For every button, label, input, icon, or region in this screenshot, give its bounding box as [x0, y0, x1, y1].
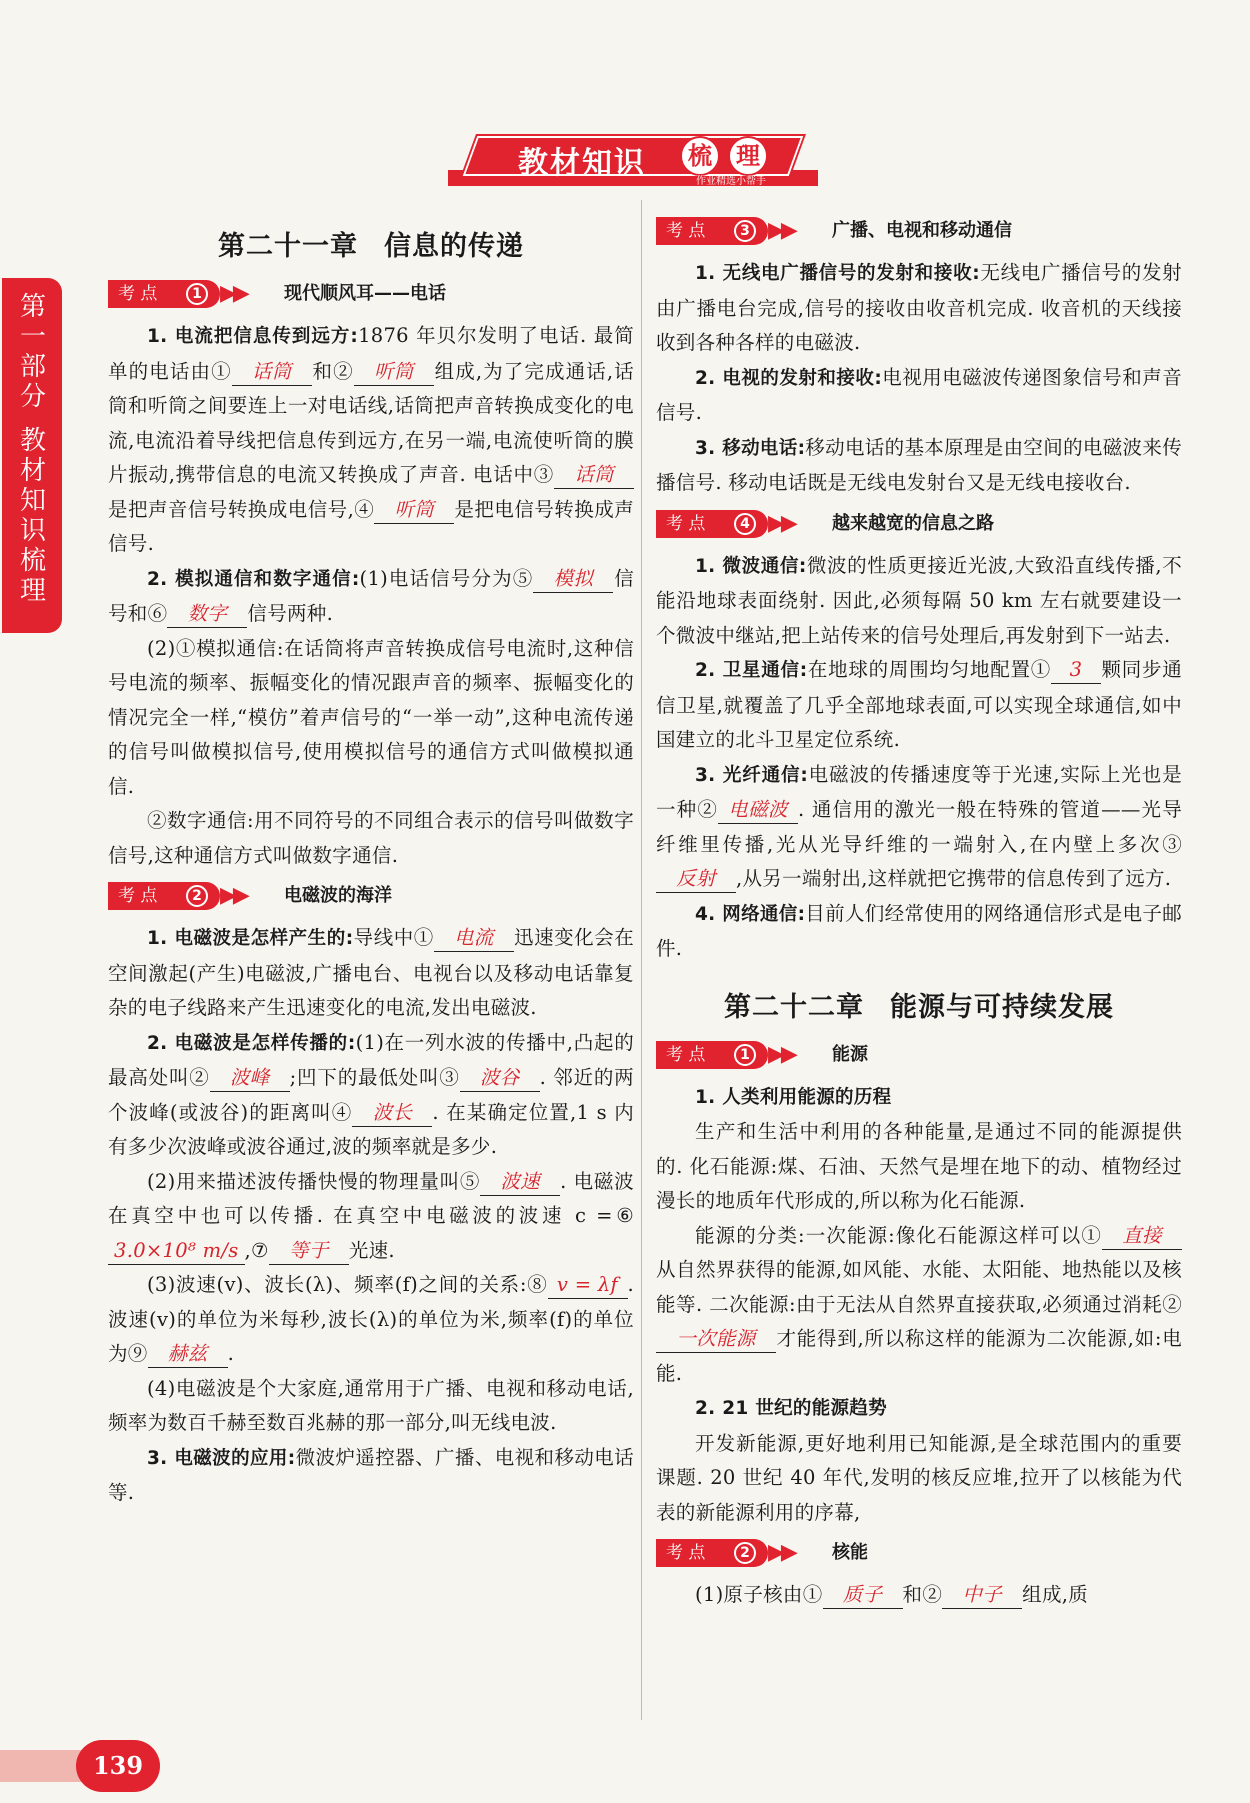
side-tab-char: 知	[19, 486, 46, 516]
banner-badge-2: 理	[728, 136, 768, 176]
banner-badge-1: 梳	[680, 136, 720, 176]
paragraph: (3)波速(v)、波长(λ)、频率(f)之间的关系:⑧ v = λf . 波速(v)的单位为米每秒,波长(λ)的单位为米,频率(f)的单位为⑨ 赫兹 .	[108, 1268, 634, 1372]
kaodian-number: 4	[734, 513, 756, 535]
kaodian-number: 2	[186, 885, 208, 907]
paragraph: 1. 无线电广播信号的发射和接收:无线电广播信号的发射由广播电台完成,信号的接收由收音机完成. 收音机的天线接收到各种各样的电磁波.	[656, 261, 1182, 354]
side-tab-char: 理	[19, 576, 46, 606]
kaodian-title: 广播、电视和移动通信	[832, 220, 1012, 241]
side-tab-char: 部	[19, 352, 46, 382]
left-column	[108, 222, 634, 1511]
page-number-label: 139	[76, 1740, 160, 1792]
item-heading: 1. 微波通信:	[695, 555, 807, 577]
chapter-name: 信息的传递	[384, 231, 524, 262]
answer-blank: 反射	[656, 866, 736, 893]
item-heading: 2. 电视的发射和接收:	[695, 367, 883, 389]
side-tab-char: 一	[19, 322, 46, 352]
item-heading: 2. 21 世纪的能源趋势	[695, 1398, 887, 1419]
answer-blank: 模拟	[533, 566, 613, 593]
paragraph: 3. 电磁波的应用:微波炉遥控器、广播、电视和移动电话等.	[108, 1445, 634, 1504]
double-arrow-icon: ▶▶	[768, 218, 794, 243]
answer-blank: 波速	[480, 1169, 560, 1196]
answer-blank: 电流	[434, 925, 514, 952]
paragraph: 2. 电视的发射和接收:电视用电磁波传递图象信号和声音信号.	[656, 365, 1182, 424]
side-tab-char: 教	[19, 426, 46, 456]
section-banner	[448, 132, 818, 188]
part-side-tab	[2, 278, 62, 633]
double-arrow-icon: ▶▶	[768, 510, 794, 536]
answer-blank: 质子	[823, 1582, 903, 1609]
side-tab-char: 材	[19, 456, 46, 486]
side-tab-char: 分	[19, 382, 46, 412]
kaodian-title: 越来越宽的信息之路	[832, 512, 994, 534]
kaodian-label: 考 点	[108, 882, 220, 910]
item-heading: 1. 电磁波是怎样产生的:	[147, 928, 354, 949]
kaodian-title: 核能	[832, 1542, 868, 1563]
kaodian-number: 2	[734, 1542, 756, 1564]
paragraph: ②数字通信:用不同符号的不同组合表示的信号叫做数字信号,这种通信方式叫做数字通信.	[108, 809, 634, 867]
answer-blank: v = λf	[548, 1272, 628, 1299]
right-column	[656, 208, 1182, 1613]
paragraph: (4)电磁波是个大家庭,通常用于广播、电视和移动电话,频率为数百千赫至数百兆赫的那一部分,叫无线电波.	[108, 1376, 634, 1434]
item-heading: 1. 电流把信息传到远方:	[147, 326, 359, 347]
kaodian-number: 3	[734, 220, 756, 242]
page-number	[0, 1740, 160, 1792]
chapter-21-title	[108, 224, 634, 263]
answer-blank: 3.0×10⁸ m/s	[108, 1238, 245, 1265]
paragraph: (1)原子核由① 质子 和② 中子 组成,质	[656, 1578, 1182, 1613]
kaodian-label: 考 点	[108, 280, 220, 308]
paragraph: 4. 网络通信:目前人们经常使用的网络通信形式是电子邮件.	[656, 901, 1183, 960]
kaodian-title: 现代顺风耳——电话	[284, 283, 446, 304]
item-heading: 1. 人类利用能源的历程	[695, 1086, 892, 1108]
kaodian-4-header	[656, 507, 1182, 541]
answer-blank: 直接	[1102, 1223, 1182, 1250]
kaodian-label: 考 点	[656, 1041, 768, 1069]
banner-tag: 作业精选小帮手	[696, 176, 766, 187]
item-heading: 2. 电磁波是怎样传播的:	[147, 1032, 356, 1054]
double-arrow-icon: ▶▶	[220, 883, 246, 908]
item-heading: 2. 模拟通信和数字通信:	[147, 568, 360, 590]
chapter-number: 第二十一章	[218, 231, 358, 262]
answer-blank: 波长	[352, 1100, 432, 1127]
item-heading: 3. 电磁波的应用:	[147, 1447, 296, 1469]
side-tab-char: 第	[19, 292, 46, 322]
answer-blank: 听筒	[374, 497, 454, 524]
item-heading: 1. 无线电广播信号的发射和接收:	[695, 263, 980, 284]
paragraph: 1. 电流把信息传到远方:1876 年贝尔发明了电话. 最简单的电话由① 话筒 和② 听筒 组成,为了完成通话,话筒和听筒之间要连上一对电话线,话筒把声音转换成变化的电流,电流沿着导线把信息传到远方,在另一端,电流使听筒的膜片振动,携带信息的电流又转换成了声音. 电话中③ 话筒是把声音信号转换成电信号,④ 听筒 是把电信号转换成声信号.	[108, 324, 635, 555]
answer-blank: 电磁波	[718, 797, 798, 824]
side-tab-char: 识	[19, 516, 46, 546]
kaodian-3-header	[656, 214, 1182, 248]
paragraph: 2. 卫星通信:在地球的周围均匀地配置① 3 颗同步通信卫星,就覆盖了几乎全部地球表面,可以实现全球通信,如中国建立的北斗卫星定位系统.	[656, 658, 1183, 751]
double-arrow-icon: ▶▶	[768, 1540, 794, 1565]
answer-blank: 等于	[269, 1238, 349, 1265]
item-heading: 3. 光纤通信:	[695, 764, 809, 786]
answer-blank: 一次能源	[656, 1326, 776, 1353]
answer-blank: 3	[1051, 657, 1101, 684]
kaodian-number: 1	[186, 283, 208, 305]
answer-blank: 波峰	[210, 1065, 290, 1092]
item-heading: 4. 网络通信:	[695, 903, 806, 925]
kaodian-label: 考 点	[656, 510, 768, 538]
paragraph: 开发新能源,更好地利用已知能源,是全球范围内的重要课题. 20 世纪 40 年代,发明的核反应堆,拉开了以核能为代表的新能源利用的序幕,	[656, 1431, 1182, 1524]
double-arrow-icon: ▶▶	[220, 281, 246, 306]
paragraph: 2. 电磁波是怎样传播的:(1)在一列水波的传播中,凸起的最高处叫② 波峰 ;凹下的最低处叫③ 波谷 . 邻近的两个波峰(或波谷)的距离叫④ 波长 . 在某确定位置,1 s 内有多少次波峰或波谷通过,波的频率就是多少.	[108, 1030, 635, 1158]
kaodian-label: 考 点	[656, 1539, 768, 1567]
paragraph: 1. 电磁波是怎样产生的:导线中① 电流 迅速变化会在空间激起(产生)电磁波,广播电台、电视台以及移动电话靠复杂的电子线路来产生迅速变化的电流,发出电磁波.	[108, 926, 634, 1019]
chapter-22-title	[656, 985, 1182, 1024]
kaodian-title: 能源	[832, 1043, 868, 1065]
answer-blank: 听筒	[354, 359, 434, 386]
answer-blank: 中子	[942, 1582, 1022, 1609]
kaodian-title: 电磁波的海洋	[284, 885, 392, 906]
paragraph: (2)用来描述波传播快慢的物理量叫⑤ 波速 . 电磁波在真空中也可以传播. 在真空中电磁波的波速 c =⑥3.0×10⁸ m/s ,⑦ 等于 光速.	[108, 1165, 634, 1269]
kaodian-label: 考 点	[656, 217, 768, 245]
kaodian-1-header	[108, 277, 634, 311]
chapter-name: 能源与可持续发展	[890, 991, 1114, 1023]
column-divider	[641, 200, 642, 1720]
answer-blank: 话筒	[554, 462, 634, 489]
chapter-number: 第二十二章	[724, 991, 864, 1023]
paragraph	[656, 1080, 1182, 1116]
answer-blank: 话筒	[232, 359, 312, 386]
paragraph: 2. 模拟通信和数字通信:(1)电话信号分为⑤ 模拟 信号和⑥ 数字 信号两种.	[108, 562, 634, 632]
paragraph: 能源的分类:一次能源:像化石能源这样可以① 直接从自然界获得的能源,如风能、水能、太阳能、地热能以及核能等. 二次能源:由于无法从自然界直接获取,必须通过消耗②一次能源 才能得到,所以称这样的能源为二次能源,如:电能.	[656, 1223, 1182, 1385]
paragraph: 3. 移动电话:移动电话的基本原理是由空间的电磁波来传播信号. 移动电话既是无线电发射台又是无线电接收台.	[656, 435, 1183, 494]
kaodian-2-header	[108, 879, 634, 913]
answer-blank: 波谷	[460, 1065, 540, 1092]
item-heading: 3. 移动电话:	[695, 437, 806, 459]
paragraph	[656, 1391, 1182, 1427]
ch22-kaodian-2-header	[656, 1536, 1182, 1570]
kaodian-number: 1	[734, 1044, 756, 1066]
paragraph: 生产和生活中利用的各种能量,是通过不同的能源提供的. 化石能源:煤、石油、天然气是埋在地下的动、植物经过漫长的地质年代形成的,所以称为化石能源.	[656, 1120, 1182, 1212]
paragraph: 1. 微波通信:微波的性质更接近光波,大致沿直线传播,不能沿地球表面绕射. 因此,必须每隔 50 km 左右就要建设一个微波中继站,把上站传来的信号处理后,再发射到下一站去.	[656, 553, 1183, 647]
answer-blank: 数字	[167, 601, 247, 628]
ch22-kaodian-1-header	[656, 1038, 1182, 1072]
paragraph: 3. 光纤通信:电磁波的传播速度等于光速,实际上光也是一种② 电磁波 . 通信用的激光一般在特殊的管道——光导纤维里传播,光从光导纤维的一端射入,在内壁上多次③反射 ,从另一端射出,这样就把它携带的信息传到了远方.	[656, 758, 1182, 897]
banner-title: 教材知识	[518, 146, 646, 181]
paragraph: (2)①模拟通信:在话筒将声音转换成信号电流时,这种信号电流的频率、振幅变化的情况跟声音的频率、振幅变化的情况完全一样,“模仿”着声信号的“一举一动”,这种电流传递的信号叫做模拟信号,使用模拟信号的通信方式叫做模拟通信.	[108, 636, 634, 798]
item-heading: 2. 卫星通信:	[695, 660, 808, 681]
double-arrow-icon: ▶▶	[768, 1041, 794, 1067]
answer-blank: 赫兹	[148, 1341, 228, 1368]
side-tab-char: 梳	[19, 546, 46, 576]
